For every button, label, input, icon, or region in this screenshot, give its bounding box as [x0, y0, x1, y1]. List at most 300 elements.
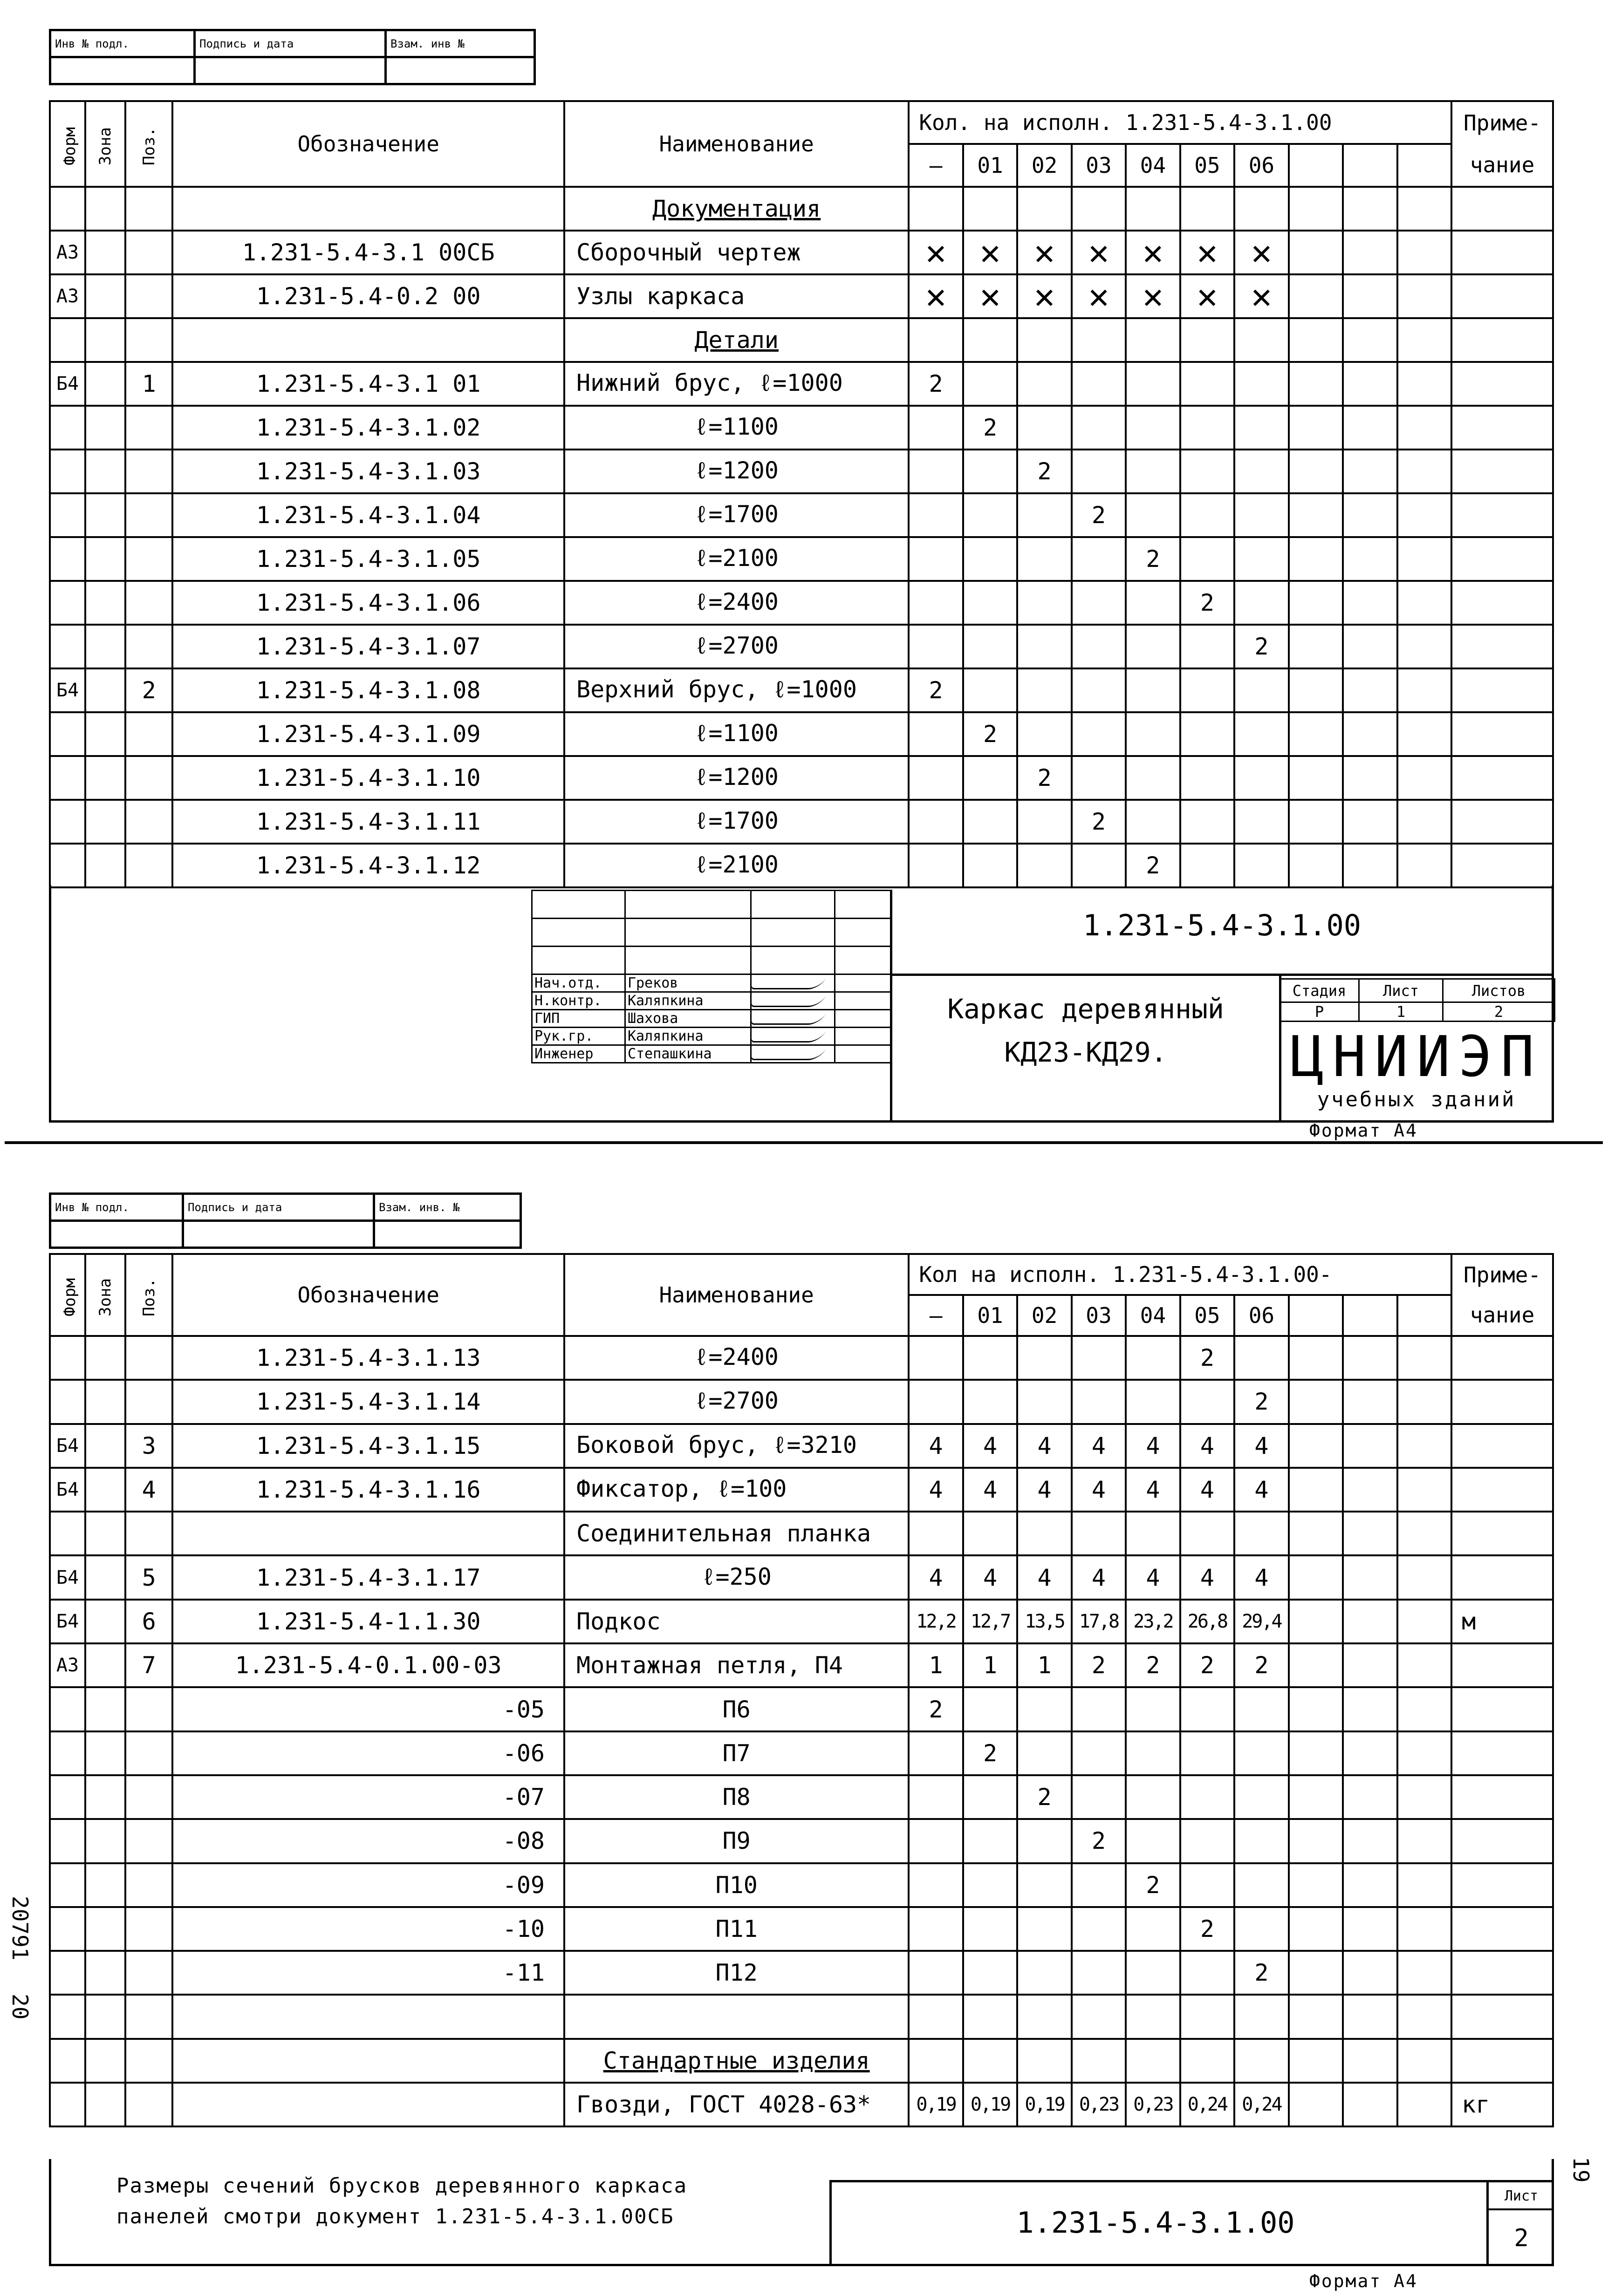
- signature-scribble-icon: [751, 1048, 827, 1060]
- col-primechanie-header-1: Приме-: [1451, 1254, 1553, 1295]
- variant-header-5: 05: [1180, 144, 1234, 187]
- cell-qty: [1234, 712, 1288, 756]
- cell-qty-empty: [1397, 1424, 1452, 1468]
- cell-zona: [85, 1424, 125, 1468]
- cross-mark-icon: ✕: [1034, 276, 1055, 316]
- cell-qty-empty: [1289, 1512, 1343, 1555]
- col-zona-header: Зона: [85, 101, 125, 187]
- spec-row: [50, 362, 1553, 406]
- cell-qty: [1072, 450, 1126, 493]
- cell-poz: [125, 1863, 172, 1907]
- cell-qty: [1072, 274, 1126, 318]
- cell-zona: [85, 1863, 125, 1907]
- spec-row: [50, 800, 1553, 844]
- cell-qty: [1072, 1951, 1126, 1995]
- cell-poz: [125, 712, 172, 756]
- cell-qty: [1072, 1863, 1126, 1907]
- signature-empty-row: [532, 947, 891, 974]
- cell-qty: [909, 274, 963, 318]
- cell-qty: [909, 756, 963, 800]
- cell-zona: [85, 1951, 125, 1995]
- cell-qty: [1017, 712, 1071, 756]
- cell-zona: [85, 1555, 125, 1599]
- cell-poz: [125, 493, 172, 537]
- cell-qty: 2: [1126, 1643, 1180, 1687]
- signature-role: Инженер: [532, 1045, 625, 1063]
- cell-poz: [125, 274, 172, 318]
- cell-qty: [1180, 1687, 1234, 1731]
- signature-row: [532, 1045, 891, 1063]
- cell-qty-empty: [1343, 1863, 1397, 1907]
- cell-qty: [963, 493, 1017, 537]
- stamp-podpis-data: Подпись и дата: [195, 30, 386, 57]
- cell-qty: 26,8: [1180, 1600, 1234, 1643]
- stamp-cell: [386, 57, 535, 84]
- cell-oboznachenie: 1.231-5.4-3.1.10: [172, 756, 564, 800]
- cell-poz: [125, 318, 172, 362]
- variant-header-1: 01: [963, 1295, 1017, 1336]
- cell-qty: [1180, 1775, 1234, 1819]
- signature-empty-cell: [532, 891, 625, 919]
- signature-empty-cell: [625, 891, 751, 919]
- cell-qty: [1180, 1819, 1234, 1863]
- cell-qty: 4: [1234, 1424, 1288, 1468]
- cell-qty: 4: [1072, 1424, 1126, 1468]
- cell-poz: [125, 1731, 172, 1775]
- cell-primechanie: [1451, 1907, 1553, 1951]
- col-naimenovanie-header: Наименование: [564, 1254, 909, 1336]
- cell-qty: [909, 231, 963, 274]
- cell-oboznachenie: [172, 2083, 564, 2126]
- cell-naimenovanie: Узлы каркаса: [564, 274, 909, 318]
- cell-oboznachenie: [172, 1995, 564, 2038]
- specification-table: [49, 1253, 1554, 2127]
- cross-mark-icon: ✕: [979, 276, 1001, 316]
- cell-form: [50, 537, 85, 581]
- cell-qty: [1234, 1819, 1288, 1863]
- cell-form: [50, 493, 85, 537]
- cell-form: [50, 1819, 85, 1863]
- specification-table: [49, 100, 1554, 888]
- cell-qty: [963, 1863, 1017, 1907]
- cell-oboznachenie: 1.231-5.4-3.1.15: [172, 1424, 564, 1468]
- cell-qty-empty: [1289, 1687, 1343, 1731]
- cell-oboznachenie: 1.231-5.4-3.1.03: [172, 450, 564, 493]
- cell-qty: [1072, 187, 1126, 231]
- cell-primechanie: [1451, 1336, 1553, 1380]
- signature-row: [532, 974, 891, 992]
- cell-qty: 2: [909, 668, 963, 712]
- cell-qty-empty: [1397, 1731, 1452, 1775]
- col-kol-header: Кол. на исполн. 1.231-5.4-3.1.00: [909, 101, 1451, 144]
- cell-oboznachenie: 1.231-5.4-3.1.04: [172, 493, 564, 537]
- cell-qty-empty: [1397, 362, 1452, 406]
- cell-qty: [1126, 406, 1180, 450]
- spec-row: [50, 1512, 1553, 1555]
- cell-qty-empty: [1343, 1555, 1397, 1599]
- cell-poz: [125, 1687, 172, 1731]
- cell-zona: [85, 844, 125, 887]
- cell-primechanie: [1451, 1951, 1553, 1995]
- cell-qty: [1126, 581, 1180, 625]
- cell-qty: 2: [963, 1731, 1017, 1775]
- section-title: Стандартные изделия: [603, 2047, 870, 2074]
- cell-qty-empty: [1343, 2039, 1397, 2083]
- spec-row: [50, 1424, 1553, 1468]
- cell-qty: [1126, 187, 1180, 231]
- stamp-cell: [50, 1221, 183, 1248]
- cell-qty: 4: [909, 1468, 963, 1512]
- cell-primechanie: [1451, 2039, 1553, 2083]
- signature-cell: [751, 974, 835, 992]
- cell-qty-empty: [1397, 1687, 1452, 1731]
- cell-qty-empty: [1397, 712, 1452, 756]
- cell-qty: [1126, 625, 1180, 668]
- cell-form: [50, 581, 85, 625]
- cell-qty-empty: [1289, 1731, 1343, 1775]
- cell-form: [50, 625, 85, 668]
- cell-qty: [963, 1380, 1017, 1424]
- cell-zona: [85, 1468, 125, 1512]
- cell-poz: [125, 1907, 172, 1951]
- spec-row: [50, 1336, 1553, 1380]
- cell-qty-empty: [1397, 668, 1452, 712]
- cell-qty: [1017, 2039, 1071, 2083]
- cell-qty: [1234, 187, 1288, 231]
- cell-qty: [1017, 800, 1071, 844]
- cell-qty-empty: [1397, 756, 1452, 800]
- cell-qty-empty: [1343, 800, 1397, 844]
- cell-zona: [85, 756, 125, 800]
- cell-qty-empty: [1343, 1643, 1397, 1687]
- spec-row: [50, 668, 1553, 712]
- cell-oboznachenie: 1.231-5.4-3.1.13: [172, 1336, 564, 1380]
- cell-form: [50, 1995, 85, 2038]
- cell-qty: [963, 844, 1017, 887]
- signature-cell: [751, 1045, 835, 1063]
- cell-primechanie: [1451, 844, 1553, 887]
- cell-qty: [1180, 318, 1234, 362]
- cell-qty: [1072, 2039, 1126, 2083]
- variant-header-6: 06: [1234, 144, 1288, 187]
- cell-poz: 7: [125, 1643, 172, 1687]
- cell-qty: [1072, 362, 1126, 406]
- cell-qty: [909, 1775, 963, 1819]
- col-poz-header: Поз.: [125, 1254, 172, 1336]
- organization-name: ЦНИИЭП: [1290, 1025, 1543, 1090]
- cell-oboznachenie: 1.231-5.4-3.1.17: [172, 1555, 564, 1599]
- cell-qty-empty: [1289, 581, 1343, 625]
- cell-qty: [1072, 1775, 1126, 1819]
- cell-qty: 4: [1126, 1468, 1180, 1512]
- signature-name: Каляпкина: [625, 1028, 751, 1045]
- cell-primechanie: [1451, 231, 1553, 274]
- cell-zona: [85, 231, 125, 274]
- col-kol-header: Кол на исполн. 1.231-5.4-3.1.00-: [909, 1254, 1451, 1295]
- cell-qty: 2: [1180, 1643, 1234, 1687]
- spec-row: [50, 1687, 1553, 1731]
- cell-poz: [125, 581, 172, 625]
- cell-poz: [125, 231, 172, 274]
- cell-form: [50, 1380, 85, 1424]
- cell-qty-empty: [1343, 1907, 1397, 1951]
- spec-row: [50, 537, 1553, 581]
- cell-primechanie: м: [1451, 1600, 1553, 1643]
- signature-scribble-icon: [751, 1013, 827, 1025]
- cell-qty: [1126, 1907, 1180, 1951]
- cell-qty: [1234, 1907, 1288, 1951]
- spec-row: [50, 625, 1553, 668]
- cell-zona: [85, 668, 125, 712]
- cell-poz: 4: [125, 1468, 172, 1512]
- cell-zona: [85, 2083, 125, 2126]
- variant-header-0: —: [909, 144, 963, 187]
- signature-empty-row: [532, 919, 891, 947]
- cell-qty: [1072, 1380, 1126, 1424]
- cell-poz: [125, 1995, 172, 2038]
- cell-qty-empty: [1397, 2083, 1452, 2126]
- cell-qty: 12,2: [909, 1600, 963, 1643]
- cell-qty: [963, 756, 1017, 800]
- cell-oboznachenie: 1.231-5.4-3.1.16: [172, 1468, 564, 1512]
- cell-zona: [85, 274, 125, 318]
- cell-oboznachenie: -05: [172, 1687, 564, 1731]
- cell-naimenovanie: ℓ=2400: [564, 1336, 909, 1380]
- cell-primechanie: [1451, 581, 1553, 625]
- cell-oboznachenie: [172, 187, 564, 231]
- cell-qty-empty: [1289, 493, 1343, 537]
- cell-naimenovanie: ℓ=1100: [564, 712, 909, 756]
- cell-qty: 4: [1126, 1424, 1180, 1468]
- cell-qty: [1017, 1907, 1071, 1951]
- cell-qty: [1234, 362, 1288, 406]
- cell-qty: [1017, 406, 1071, 450]
- spec-row: [50, 712, 1553, 756]
- cell-naimenovanie: П12: [564, 1951, 909, 1995]
- cell-qty: [1072, 1336, 1126, 1380]
- cell-qty-empty: [1343, 187, 1397, 231]
- cell-qty: [1126, 493, 1180, 537]
- cell-qty-empty: [1289, 231, 1343, 274]
- cell-oboznachenie: 1.231-5.4-3.1.06: [172, 581, 564, 625]
- cell-qty: 2: [1126, 537, 1180, 581]
- cell-qty: [1017, 1995, 1071, 2038]
- cell-qty: [1126, 712, 1180, 756]
- cell-form: [50, 1687, 85, 1731]
- cell-primechanie: [1451, 1775, 1553, 1819]
- cell-qty: [1072, 1907, 1126, 1951]
- signature-empty-cell: [625, 919, 751, 947]
- cell-naimenovanie: [564, 2039, 909, 2083]
- spec-row: [50, 1555, 1553, 1599]
- cell-qty-empty: [1289, 668, 1343, 712]
- cell-qty: 4: [1180, 1468, 1234, 1512]
- cell-oboznachenie: 1.231-5.4-3.1.14: [172, 1380, 564, 1424]
- cell-qty: [1072, 1512, 1126, 1555]
- cell-qty-empty: [1343, 844, 1397, 887]
- cell-qty-empty: [1343, 231, 1397, 274]
- cell-qty-empty: [1343, 1951, 1397, 1995]
- cell-qty: 2: [1234, 1643, 1288, 1687]
- cell-naimenovanie: П10: [564, 1863, 909, 1907]
- spec-row: [50, 1643, 1553, 1687]
- cell-naimenovanie: ℓ=2400: [564, 581, 909, 625]
- cell-primechanie: [1451, 625, 1553, 668]
- variant-header-4: 04: [1126, 1295, 1180, 1336]
- cell-qty: [1017, 1336, 1071, 1380]
- cell-poz: 1: [125, 362, 172, 406]
- cell-qty-empty: [1397, 274, 1452, 318]
- cell-qty: [1017, 1863, 1071, 1907]
- signature-scribble-icon: [751, 995, 827, 1007]
- cell-qty-empty: [1289, 537, 1343, 581]
- cell-poz: [125, 537, 172, 581]
- cell-zona: [85, 1380, 125, 1424]
- spec-row: [50, 2039, 1553, 2083]
- signature-empty-cell: [751, 891, 835, 919]
- cell-qty: 4: [1126, 1555, 1180, 1599]
- cell-qty: 0,23: [1126, 2083, 1180, 2126]
- cell-poz: 6: [125, 1600, 172, 1643]
- cell-naimenovanie: Подкос: [564, 1600, 909, 1643]
- cell-oboznachenie: 1.231-5.4-3.1.08: [172, 668, 564, 712]
- spec-row: [50, 1951, 1553, 1995]
- cell-qty: [1017, 1819, 1071, 1863]
- cell-oboznachenie: -10: [172, 1907, 564, 1951]
- cell-qty: [909, 2039, 963, 2083]
- cell-qty: [1180, 1380, 1234, 1424]
- cross-mark-icon: ✕: [925, 276, 946, 316]
- cell-form: [50, 712, 85, 756]
- cell-zona: [85, 537, 125, 581]
- cell-primechanie: [1451, 1555, 1553, 1599]
- cell-qty-empty: [1289, 1951, 1343, 1995]
- format-label: Формат А4: [1309, 2271, 1418, 2291]
- cell-qty: [909, 1336, 963, 1380]
- col-oboznachenie-header: Обозначение: [172, 101, 564, 187]
- variant-header-3: 03: [1072, 144, 1126, 187]
- cell-qty: [1126, 1775, 1180, 1819]
- cell-qty: 4: [963, 1424, 1017, 1468]
- cell-qty: [1234, 1863, 1288, 1907]
- side-number-2: 20: [7, 1994, 33, 2020]
- product-name: [895, 988, 1277, 1074]
- signature-empty-cell: [835, 947, 891, 974]
- signature-empty-cell: [751, 947, 835, 974]
- cell-qty: [1180, 450, 1234, 493]
- cell-form: [50, 844, 85, 887]
- spec-row: [50, 1731, 1553, 1775]
- cell-naimenovanie: ℓ=1100: [564, 406, 909, 450]
- cell-qty-empty: [1289, 318, 1343, 362]
- stamp-vzam-inv: Взам. инв. №: [374, 1194, 521, 1221]
- cell-qty: 2: [963, 712, 1017, 756]
- cell-qty: [1072, 844, 1126, 887]
- cell-qty-empty: [1289, 800, 1343, 844]
- cell-qty: 0,24: [1234, 2083, 1288, 2126]
- cell-form: [50, 1951, 85, 1995]
- signature-empty-cell: [532, 947, 625, 974]
- cell-qty: [1180, 187, 1234, 231]
- cell-form: [50, 2083, 85, 2126]
- cell-qty: [1234, 493, 1288, 537]
- cell-qty: [909, 1995, 963, 2038]
- cell-primechanie: [1451, 1424, 1553, 1468]
- cell-qty: [963, 1951, 1017, 1995]
- cell-qty-empty: [1289, 756, 1343, 800]
- cell-qty: [963, 1687, 1017, 1731]
- cell-qty: [909, 537, 963, 581]
- col-oboznachenie-header: Обозначение: [172, 1254, 564, 1336]
- cell-qty: [1072, 1687, 1126, 1731]
- approval-stamp: [49, 29, 536, 85]
- signature-date: [835, 1045, 891, 1063]
- cell-qty-empty: [1343, 625, 1397, 668]
- cell-qty: 0,24: [1180, 2083, 1234, 2126]
- cell-qty: [1072, 756, 1126, 800]
- cell-zona: [85, 1775, 125, 1819]
- cell-primechanie: [1451, 712, 1553, 756]
- cell-qty: [963, 1819, 1017, 1863]
- cell-qty: 1: [963, 1643, 1017, 1687]
- cell-qty: [1017, 274, 1071, 318]
- cell-qty: [1126, 800, 1180, 844]
- cell-primechanie: [1451, 1512, 1553, 1555]
- cross-mark-icon: ✕: [1034, 232, 1055, 273]
- stamp-vzam-inv: Взам. инв №: [386, 30, 535, 57]
- cell-qty: [909, 712, 963, 756]
- cell-oboznachenie: 1.231-5.4-3.1.02: [172, 406, 564, 450]
- cell-qty: [963, 1336, 1017, 1380]
- cell-oboznachenie: -07: [172, 1775, 564, 1819]
- cell-qty-empty: [1397, 581, 1452, 625]
- cell-qty: 12,7: [963, 1600, 1017, 1643]
- cell-zona: [85, 625, 125, 668]
- cell-qty-empty: [1343, 1336, 1397, 1380]
- cell-oboznachenie: 1.231-5.4-0.1.00-03: [172, 1643, 564, 1687]
- cell-poz: [125, 2039, 172, 2083]
- cell-zona: [85, 1512, 125, 1555]
- variant-header-5: 05: [1180, 1295, 1234, 1336]
- cell-qty: 4: [1072, 1468, 1126, 1512]
- cell-qty: 0,23: [1072, 2083, 1126, 2126]
- cell-form: Б4: [50, 1468, 85, 1512]
- cell-form: [50, 1336, 85, 1380]
- cell-qty: [1234, 1687, 1288, 1731]
- cell-qty-empty: [1343, 1424, 1397, 1468]
- cell-form: А3: [50, 274, 85, 318]
- cell-qty-empty: [1397, 231, 1452, 274]
- stamp-cell: [374, 1221, 521, 1248]
- cell-qty-empty: [1397, 1336, 1452, 1380]
- signature-table: [531, 890, 891, 1063]
- cell-form: [50, 318, 85, 362]
- cell-qty: 4: [1017, 1555, 1071, 1599]
- cell-qty: [909, 1951, 963, 1995]
- format-label: Формат А4: [1309, 1120, 1418, 1141]
- cell-qty: [1234, 231, 1288, 274]
- cell-qty: 2: [1017, 450, 1071, 493]
- cell-qty-empty: [1397, 187, 1452, 231]
- page-number: 19: [1568, 2157, 1594, 2183]
- cell-qty: [1126, 2039, 1180, 2083]
- cell-qty: [909, 1907, 963, 1951]
- cell-primechanie: [1451, 1468, 1553, 1512]
- cell-qty-empty: [1397, 844, 1452, 887]
- cell-primechanie: [1451, 1995, 1553, 2038]
- col-primechanie-header-1: Приме-: [1451, 101, 1553, 144]
- cell-naimenovanie: П6: [564, 1687, 909, 1731]
